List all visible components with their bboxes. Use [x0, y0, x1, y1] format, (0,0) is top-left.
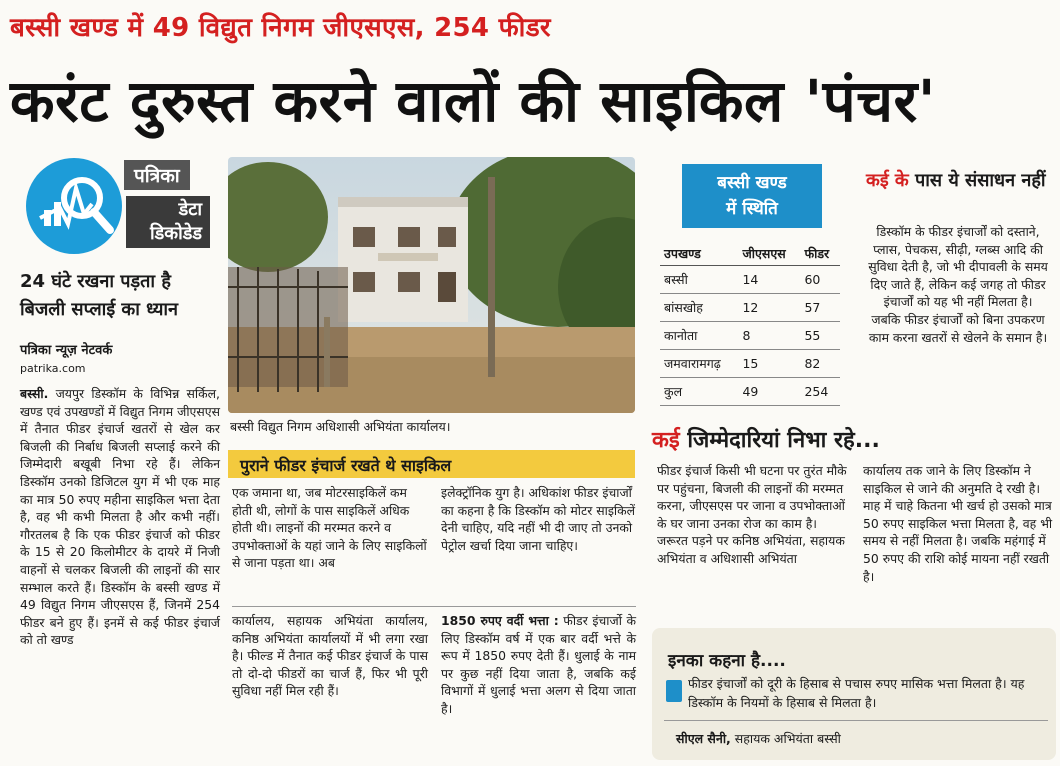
quote-attribution	[676, 730, 841, 747]
byline: पत्रिका न्यूज़ नेटवर्क	[20, 343, 113, 358]
table-cell: 55	[800, 322, 840, 350]
table-cell: जमवारामगढ़	[660, 350, 738, 378]
resources-body: डिस्कॉम के फीडर इंचार्जों को दस्ताने, प्लास, पेचकस, सीढ़ी, ग्लब्स आदि की सुविधा देती है, जो भी दीपावली के समय दिए जाते हैं, लेकिन कई जगह तो फीडर इंचार्जों को यह भी नहीं मिलता है। जबकि फीडर इंचार्जों को बिना उपकरण काम करना खतरों से खेलने के समान है।	[868, 224, 1048, 345]
status-title-line1: बस्सी खण्ड	[717, 173, 787, 193]
resources-headline	[866, 167, 1046, 194]
table-row	[660, 322, 840, 350]
responsibilities-headline	[652, 424, 1052, 454]
data-decoded-logo	[14, 158, 209, 256]
table-cell: 12	[738, 294, 800, 322]
office-photo	[228, 157, 635, 413]
table-cell: 14	[738, 266, 800, 294]
uniform-allowance-text: फीडर इंचार्जो के लिए डिस्कॉम वर्ष में एक बार वर्दी भत्ते के रूप में 1850 रुपए देती हैं। धुलाई के नाम पर कुछ नहीं दिया जाता है, जबकि कई विभागों में धुलाई भत्ता अलग से दिया जाता है।	[441, 613, 636, 716]
responsibilities-headline-rest: जिम्मेदारियां निभा रहे...	[679, 428, 880, 453]
table-cell: 82	[800, 350, 840, 378]
left-column-text	[20, 385, 220, 649]
table-cell: 57	[800, 294, 840, 322]
table-header: फीडर	[800, 242, 840, 266]
status-table-box	[654, 164, 844, 409]
photo-caption: बस्सी विद्युत निगम अधिशासी अभियंता कार्यालय।	[230, 419, 451, 434]
responsibilities-column-c: फीडर इंचार्ज किसी भी घटना पर तुरंत मौके पर पहुंचना, बिजली की लाइनों की मरम्मत करना, जीएसएस पर जाना व उपभोक्ताओं के घर जाना उनका रोज का काम है। जरूरत पड़ने पर कनिष्ठ अभियंता, सहायक अभियंता व अधिशासी अभियंता	[657, 463, 847, 566]
table-cell: 8	[738, 322, 800, 350]
table-row	[660, 294, 840, 322]
table-cell: 15	[738, 350, 800, 378]
kicker-headline: बस्सी खण्ड में 49 विद्युत निगम जीएसएस, 254 फीडर	[10, 13, 551, 43]
table-cell: बांसखोह	[660, 294, 738, 322]
table-row	[660, 350, 840, 378]
magnifier-chart-icon	[26, 158, 122, 254]
quote-box	[652, 628, 1056, 760]
quote-text: फीडर इंचार्जों को दूरी के हिसाब से पचास रुपए मासिक भत्ता मिलता है। यह डिस्कॉम के नियमों के हिसाब से मिलता है।	[688, 676, 1025, 710]
dateline: बस्सी.	[20, 386, 49, 401]
quote-divider	[664, 720, 1048, 721]
table-header-row	[660, 242, 840, 266]
brand-name: पत्रिका	[124, 160, 190, 190]
quote-author: सीएल सैनी,	[676, 731, 731, 746]
table-cell: कानोता	[660, 322, 738, 350]
article-column-b2	[441, 612, 636, 718]
resources-headline-red: कई के	[866, 170, 909, 191]
sub-headline: पुराने फीडर इंचार्ज रखते थे साइकिल	[228, 450, 635, 478]
responsibilities-column-d: कार्यालय तक जाने के लिए डिस्कॉम ने साइकिल से जाने की अनुमति दे रखी है। माह में चाहे कितना भी खर्च हो उसको मात्र 50 रुपए साइकिल भत्ता मिलता है, वह भी समय से नहीं मिलता है। जबकि महंगाई में 50 रुपए की राशि कोई मायना नहीं रखती है।	[863, 463, 1053, 584]
quote-title: इनका कहना है....	[668, 651, 786, 671]
quote-marker-icon	[666, 680, 682, 702]
article-column-b: इलेक्ट्रॉनिक युग है। अधिकांश फीडर इंचार्जों का कहना है कि डिस्कॉम को मोटर साइकिलें देनी चाहिए, यदि नहीं भी दी जाए तो उनको पेट्रोल खर्चा दिया जाना चाहिए।	[441, 485, 636, 553]
brand-label	[126, 196, 210, 248]
resources-headline-rest: पास ये संसाधन नहीं	[908, 170, 1046, 191]
table-cell: 254	[800, 378, 840, 406]
left-column-body: जयपुर डिस्कॉम के विभिन्न सर्किल, खण्ड एवं उपखण्डों में विद्युत निगम जीएसएस में तैनात फीडर इंचार्ज खतरों से खेल कर बिजली की निर्बाध बिजली सप्लाई करने की जिम्मेदारी बखूबी निभा रहे हैं। लेकिन डिस्कॉम उनको डिजिटल युग में भी एक माह का मात्र 50 रुपए महीना साइकिल भत्ता देता है, वह भी कभी मिलता है और कभी नहीं। गौरतलब है कि एक फीडर इंचार्ज को फीडर के 15 से 20 किलोमीटर के दायरे में निजी वाहनों से चलकर बिजली की लाइनों की सार सम्भाल करते हैं। डिस्कॉम के बस्सी खण्ड में 49 विद्युत निगम जीएसएस हैं, जिनमें 254 फीडर बने हुए हैं। इनमें से कई फीडर इंचार्ज को तो खण्ड	[20, 386, 220, 648]
uniform-allowance-lead: 1850 रुपए वर्दी भत्ता :	[441, 613, 559, 628]
table-row	[660, 378, 840, 406]
responsibilities-headline-red: कई	[652, 428, 680, 453]
table-cell: बस्सी	[660, 266, 738, 294]
table-cell: कुल	[660, 378, 738, 406]
table-row	[660, 266, 840, 294]
brand-label-line2: डिकोडेड	[149, 223, 202, 244]
table-cell: 49	[738, 378, 800, 406]
brand-label-line1: डेटा	[178, 199, 202, 220]
table-header: उपखण्ड	[660, 242, 738, 266]
table-cell: 60	[800, 266, 840, 294]
byline-site: patrika.com	[20, 362, 86, 375]
column-divider	[232, 606, 636, 607]
table-header: जीएसएस	[738, 242, 800, 266]
status-table	[660, 242, 840, 406]
status-title	[682, 164, 822, 228]
article-column-a2: कार्यालय, सहायक अभियंता कार्यालय, कनिष्ठ अभियंता कार्यालयों में भी लगा रखा है। फील्ड में तैनात कई फीडर इंचार्ज के पास तो दो-दो फीडरों का चार्ज हैं, फिर भी पूरी सुविधा नहीं मिल रही हैं।	[232, 613, 428, 699]
quote-author-role: सहायक अभियंता बस्सी	[730, 731, 841, 746]
main-headline: करंट दुरुस्त करने वालों की साइकिल 'पंचर'	[10, 67, 937, 135]
status-title-line2: में स्थिति	[726, 199, 778, 219]
article-column-a: एक जमाना था, जब मोटरसाइकिलें कम होती थी, लोगों के पास साइकिलें अधिक होती थी। लाइनों की मरम्मत करने व उपभोक्ताओं के यहां जाने के लिए साइकिलों से जाना पड़ता था। अब	[232, 485, 427, 571]
side-headline: 24 घंटे रखना पड़ता है बिजली सप्लाई का ध्यान	[20, 271, 179, 320]
